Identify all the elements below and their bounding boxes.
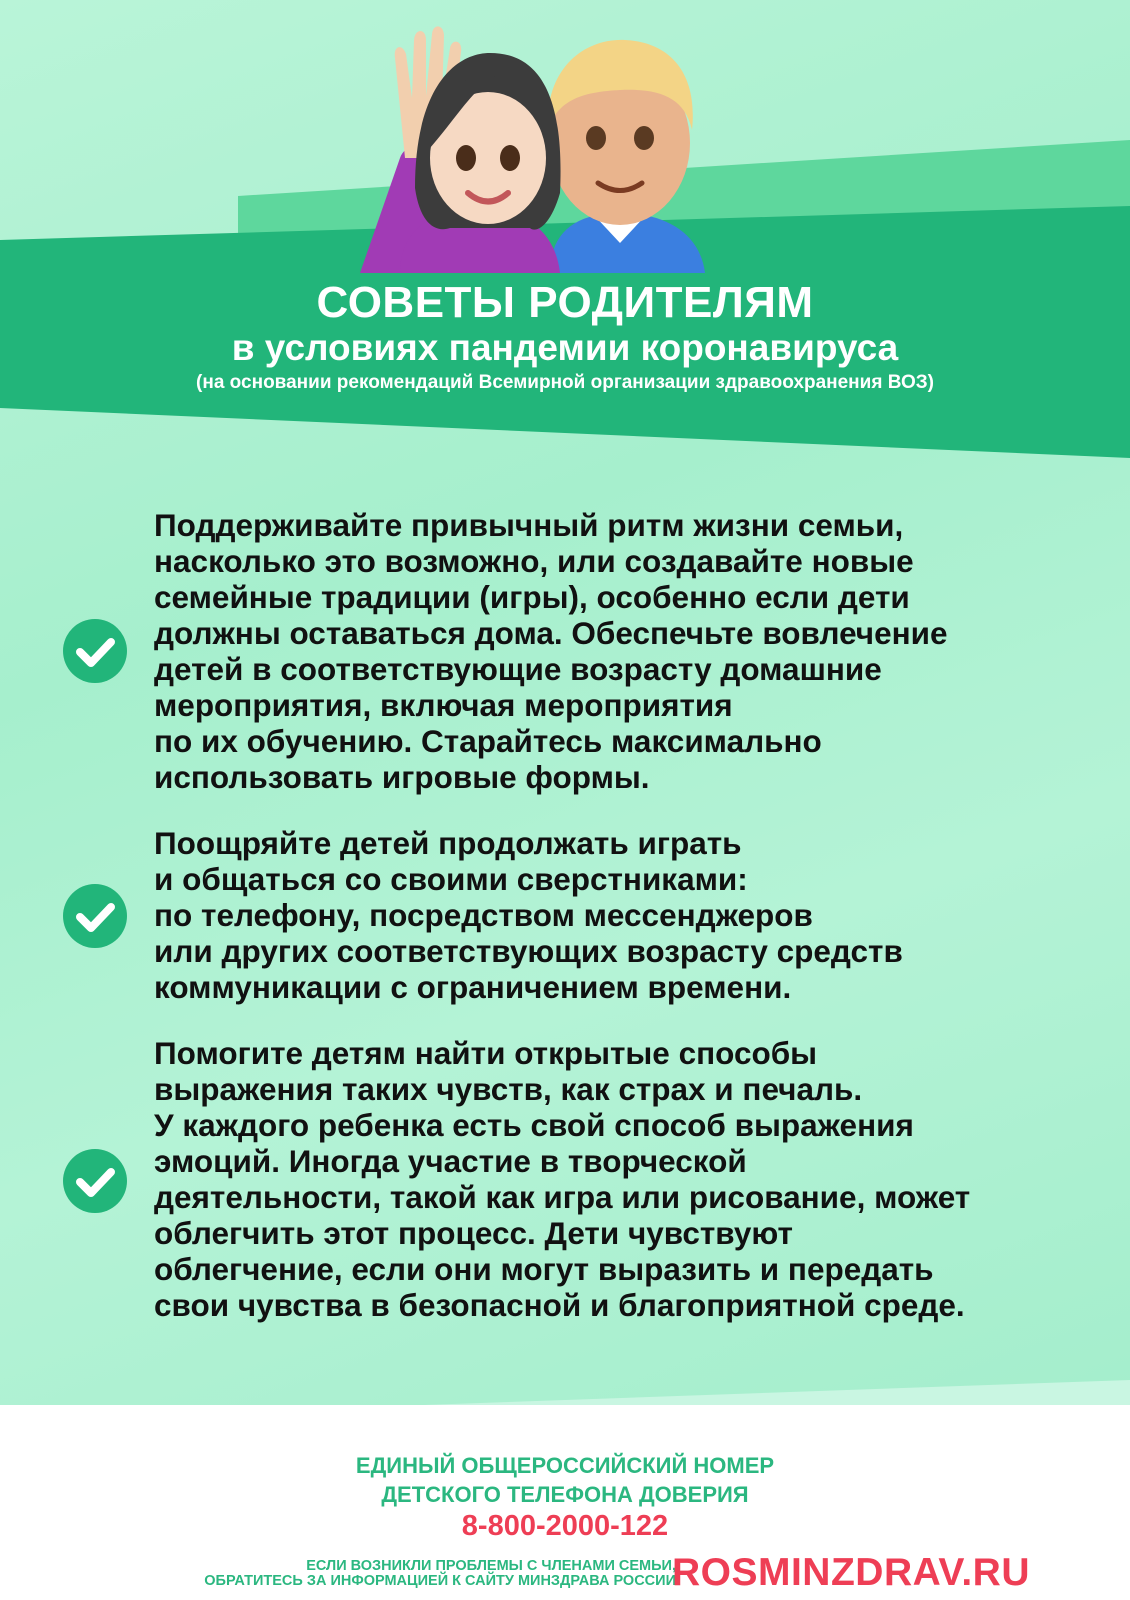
page-title: СОВЕТЫ РОДИТЕЛЯМ <box>316 278 814 327</box>
info-text: ЕСЛИ ВОЗНИКЛИ ПРОБЛЕМЫ С ЧЛЕНАМИ СЕМЬИ, <box>306 1558 676 1574</box>
check-circle-icon <box>62 883 128 949</box>
check-circle-icon <box>62 1148 128 1214</box>
footer-info-row <box>80 1551 1060 1597</box>
hotline-label-2: ДЕТСКОГО ТЕЛЕФОНА ДОВЕРИЯ <box>381 1482 749 1507</box>
website-link[interactable]: ROSMINZDRAV.RU <box>671 1551 1030 1594</box>
footer <box>0 1405 1130 1600</box>
tip-text: Поддерживайте привычный ритм жизни семьи, насколько это возможно, или создавайте новые семейные традиции (игры), особенно если дети должны оставаться дома. Обеспечьте вовлечение детей в соответствующие возрасту домашние мероприятия, включая мероприятия по их обучению. Старайтесь максимально использовать игровые формы. <box>154 507 948 795</box>
header <box>0 278 1130 396</box>
info-text-2: ОБРАТИТЕСЬ ЗА ИНФОРМАЦИЕЙ К САЙТУ МИНЗДРАВА РОССИИ <box>204 1573 676 1589</box>
hotline-phone[interactable]: 8-800-2000-122 <box>461 1510 669 1542</box>
source-note: (на основании рекомендаций Всемирной организации здравоохранения ВОЗ) <box>196 372 934 393</box>
parents-emoji-illustration <box>360 18 740 273</box>
list-item <box>154 1035 1094 1323</box>
tip-text: Помогите детям найти открытые способы выражения таких чувств, как страх и печаль. У каждого ребенка есть свой способ выражения эмоций. Иногда участие в творческой деятельности, такой как игра или рисование, может облегчить этот процесс. Дети чувствуют облегчение, если они могут выразить и передать свои чувства в безопасной и благоприятной среде. <box>154 1035 971 1323</box>
hotline-label: ЕДИНЫЙ ОБЩЕРОССИЙСКИЙ НОМЕР <box>355 1453 775 1478</box>
list-item <box>154 825 1094 1005</box>
list-item <box>154 507 1094 795</box>
page-subtitle: в условиях пандемии коронавируса <box>231 327 899 368</box>
check-circle-icon <box>62 618 128 684</box>
tip-text: Поощряйте детей продолжать играть и общаться со своими сверстниками: по телефону, посредством мессенджеров или других соответствующих возрасту средств коммуникации с ограничением времени. <box>154 825 903 1005</box>
